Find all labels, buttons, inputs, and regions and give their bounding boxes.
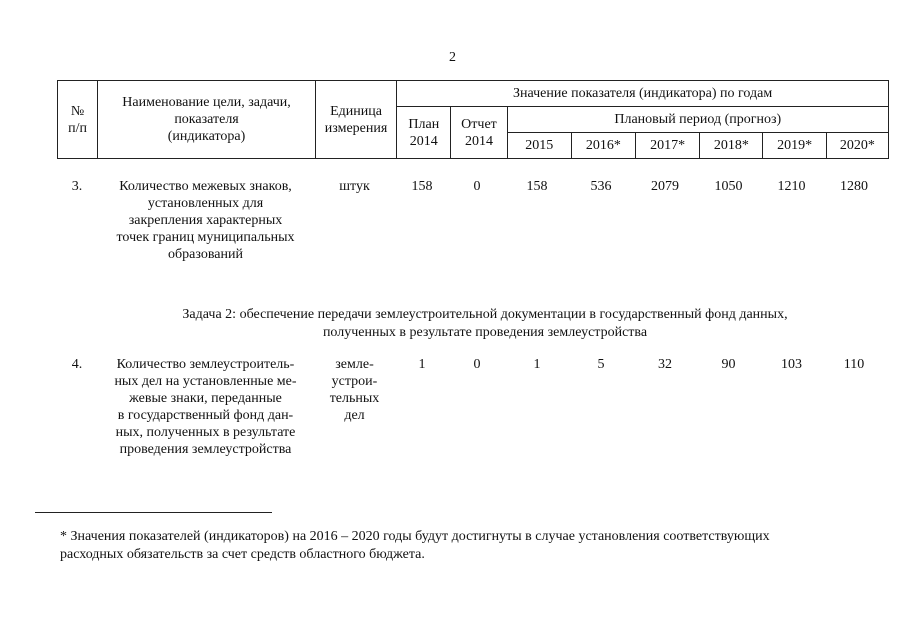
row-value-report-2014: 0 <box>473 179 481 194</box>
header-col-unit: Единица измерения <box>315 81 396 159</box>
row-indicator-name: Количество землеустроитель- ных дел на установленные ме- жевые знаки, переданные в государственный фонд дан- ных, полученных в результате проведения землеустройства <box>114 357 297 457</box>
row-value-2015: 1 <box>533 357 541 372</box>
indicator-table-header <box>57 80 889 159</box>
header-year: 2017* <box>636 133 700 159</box>
header-year: 2018* <box>700 133 763 159</box>
footnote-separator <box>35 512 272 513</box>
header-col-planned-period: Плановый период (прогноз) <box>507 107 888 133</box>
page-number: 2 <box>449 50 456 65</box>
header-col-name: Наименование цели, задачи, показателя (индикатора) <box>98 81 316 159</box>
row-value-2018: 90 <box>721 357 736 372</box>
row-value-2018: 1050 <box>714 179 743 194</box>
row-value-2015: 158 <box>526 179 548 194</box>
row-number: 3. <box>71 179 83 194</box>
row-value-2016: 5 <box>597 357 605 372</box>
header-col-number: № п/п <box>58 81 98 159</box>
header-col-values: Значение показателя (индикатора) по годам <box>397 81 889 107</box>
row-indicator-name: Количество межевых знаков, установленных для закрепления характерных точек границ муниципальных образований <box>116 179 295 262</box>
row-value-2019: 1210 <box>777 179 806 194</box>
row-value-plan-2014: 1 <box>418 357 426 372</box>
row-number: 4. <box>71 357 83 372</box>
row-value-plan-2014: 158 <box>411 179 433 194</box>
row-value-2019: 103 <box>781 357 802 372</box>
row-value-2020: 110 <box>843 357 865 372</box>
row-value-2017: 2079 <box>651 179 679 194</box>
header-col-report: Отчет 2014 <box>451 107 507 159</box>
row-value-2017: 32 <box>658 357 672 372</box>
task-2-heading: Задача 2: обеспечение передачи землеустроительной документации в государственный фонд данных, полученных в результате проведения землеустройства <box>182 307 788 340</box>
footnote: * Значения показателей (индикаторов) на 2016 – 2020 годы будут достигнуты в случае установления соответствующих расходных обязательств за счет средств областного бюджета. <box>60 529 770 562</box>
header-year: 2016* <box>571 133 635 159</box>
row-unit: штук <box>339 179 370 194</box>
header-col-plan: План 2014 <box>397 107 451 159</box>
row-value-report-2014: 0 <box>473 357 481 372</box>
header-year: 2019* <box>763 133 826 159</box>
header-year: 2015 <box>507 133 571 159</box>
row-value-2016: 536 <box>590 179 612 194</box>
row-unit: земле- устрои- тельных дел <box>329 357 380 423</box>
row-value-2020: 1280 <box>840 179 868 194</box>
header-year: 2020* <box>826 133 888 159</box>
